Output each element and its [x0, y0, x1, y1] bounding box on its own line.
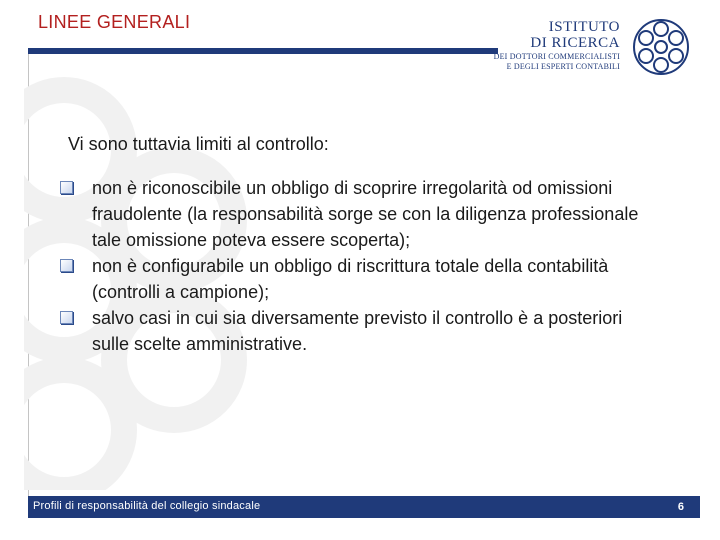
- square-bullet-icon: [60, 259, 73, 272]
- logo-line-ricerca: DI RICERCA: [530, 35, 620, 51]
- footer-text: Profili di responsabilità del collegio sindacale: [33, 500, 261, 512]
- header-rule: [28, 48, 498, 54]
- page-number: 6: [677, 501, 684, 513]
- logo-line-esperti: E DEGLI ESPERTI CONTABILI: [506, 62, 620, 71]
- bullet-text: salvo casi in cui sia diversamente previsto il controllo è a posteriori sulle scelte amministrative.: [92, 308, 623, 354]
- bullet-text: non è riconoscibile un obbligo di scoprire irregolarità od omissioni fraudolente (la responsabilità sorge se con la diligenza professionale tale omissione poteva essere scoperta);: [92, 178, 639, 250]
- intro-text: Vi sono tuttavia limiti al controllo:: [68, 134, 329, 154]
- slide-title: LINEE GENERALI: [38, 12, 191, 32]
- bullet-item: [60, 175, 660, 253]
- logo-line-dottori: DEI DOTTORI COMMERCIALISTI: [493, 52, 620, 61]
- institute-logo: [493, 16, 700, 76]
- bullet-list: [60, 175, 660, 357]
- bullet-item: [60, 305, 660, 357]
- footer-bar: [28, 496, 700, 518]
- bullet-text: non è configurabile un obbligo di riscrittura totale della contabilità (controlli a campione);: [92, 256, 609, 302]
- logo-line-istituto: ISTITUTO: [548, 19, 620, 35]
- square-bullet-icon: [60, 181, 73, 194]
- bullet-item: [60, 253, 660, 305]
- logo-rings-icon: [630, 16, 692, 78]
- square-bullet-icon: [60, 311, 73, 324]
